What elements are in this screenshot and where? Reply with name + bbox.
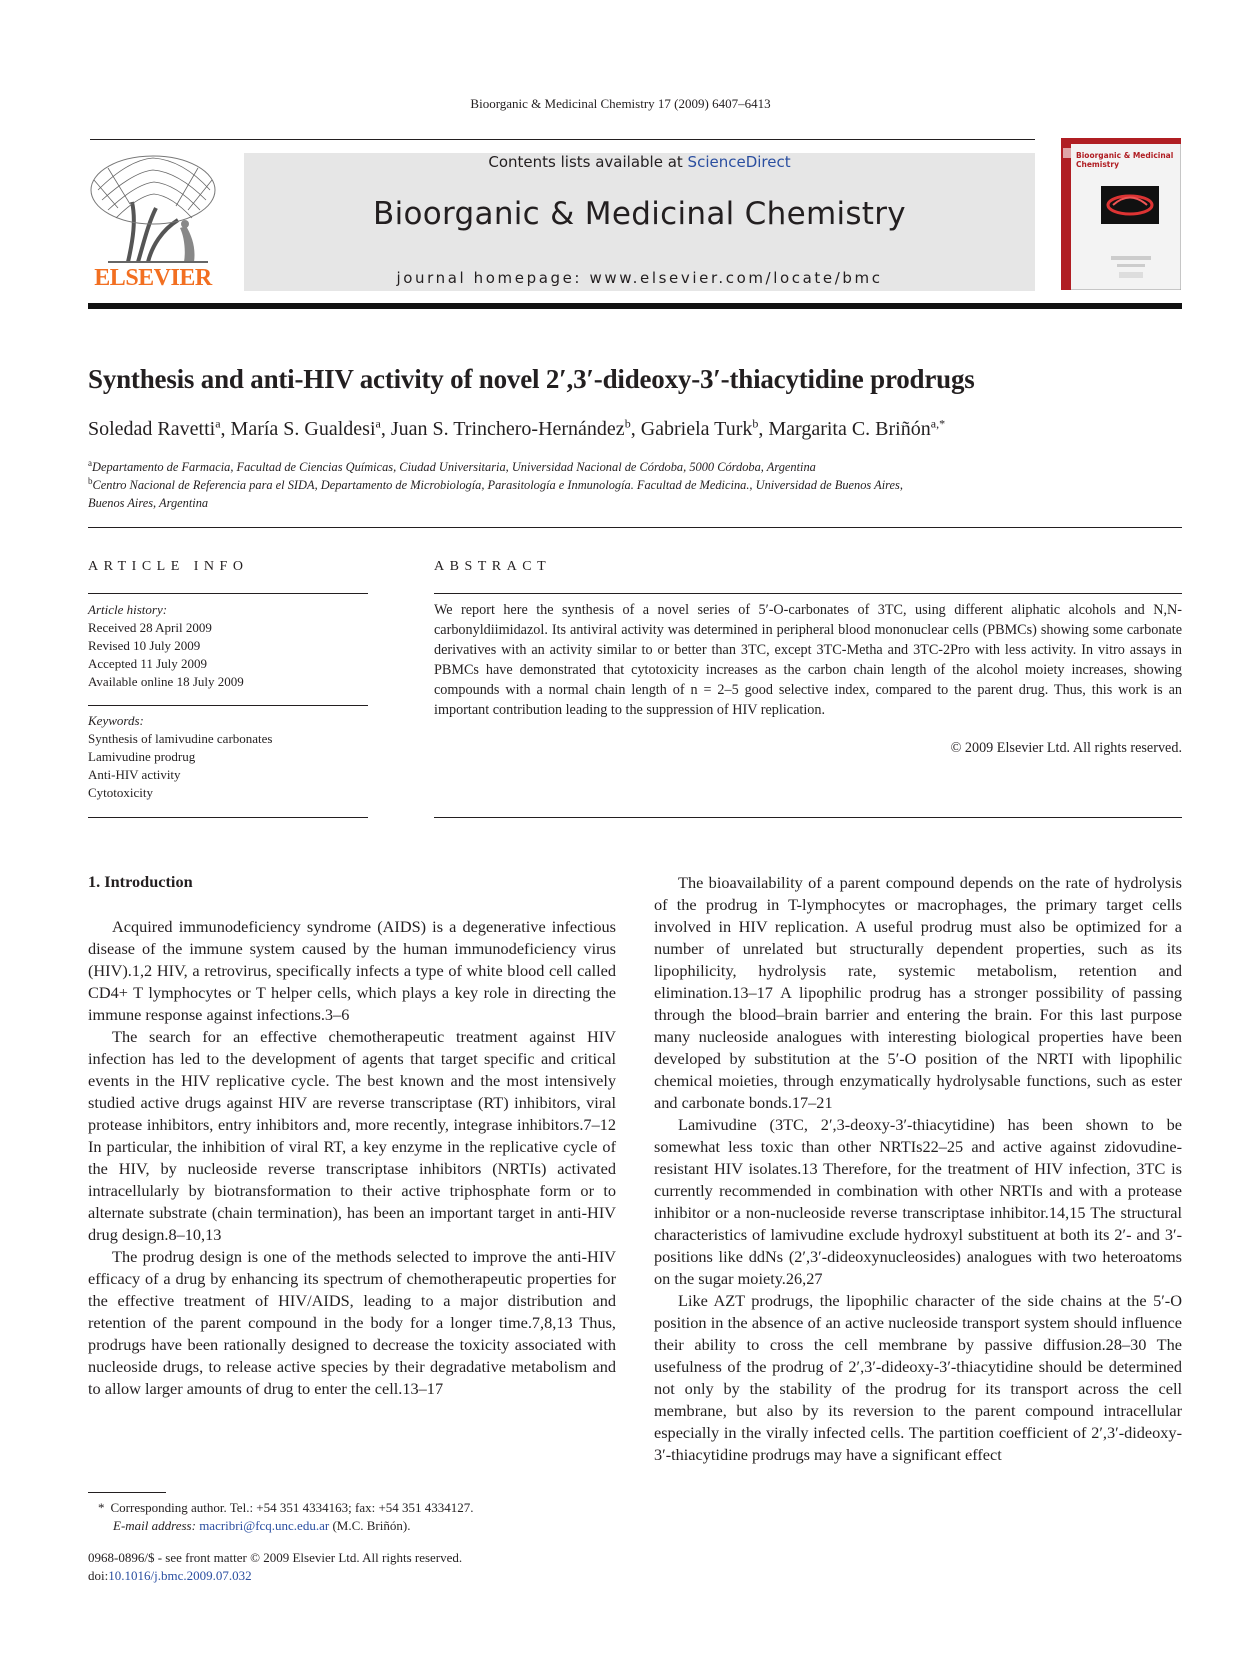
history-received: Received 28 April 2009 [88, 620, 212, 635]
keywords-rule [88, 705, 368, 706]
abstract-heading: ABSTRACT [434, 559, 552, 574]
header-thick-rule [88, 303, 1182, 309]
header-rule [90, 139, 1035, 140]
affiliation-b-text: Centro Nacional de Referencia para el SIDA, Departamento de Microbiología, Parasitología e Inmunología. Facultad de Medicina., Universidad de Buenos Aires, [92, 478, 903, 492]
body-column-left [88, 916, 616, 1400]
affiliation-b-line2: Buenos Aires, Argentina [88, 496, 209, 510]
author-affil-marker: a,* [930, 416, 946, 431]
article-info-rule [88, 593, 368, 594]
journal-title: Bioorganic & Medicinal Chemistry [373, 196, 906, 232]
history-revised: Revised 10 July 2009 [88, 638, 201, 653]
author-affil-marker: b [624, 416, 631, 431]
author-affil-marker: a [215, 416, 221, 431]
affiliation-b: $^b$Centro Nacional de Referencia para el SIDA, Departamento de Microbiología, Parasitología e Inmunología. Facultad de Medicina., Universidad de Buenos Aires, [88, 475, 903, 492]
body-paragraph: The bioavailability of a parent compound depends on the rate of hydrolysis of the prodrug in T-lymphocytes or macrophages, the primary target cells involved in HIV replication. A useful prodrug must also be optimized for a number of unrelated but structurally dependent properties, such as its lipophilicity, hydrolysis rate, systemic metabolism, retention and elimination.13–17 A lipophilic prodrug has a stronger possibility of passing through the blood–brain barrier and entering the brain. For this last purpose many nucleoside analogues with interesting biological properties have been developed by substitution at the 5′-O position of the NRTI with lipophilic chemical moieties, through enzymatically hydrolysable functions, such as ester and carbonate bonds.17–21 [654, 873, 1182, 1112]
cover-title: Bioorganic & Medicinal Chemistry [1076, 151, 1174, 169]
abstract-copyright: © 2009 Elsevier Ltd. All rights reserved. [950, 740, 1182, 756]
corresponding-text: Corresponding author. Tel.: +54 351 4334163; fax: +54 351 4334127. [110, 1500, 474, 1515]
footnote-rule [88, 1492, 166, 1493]
section-heading-introduction: 1. Introduction [88, 872, 193, 891]
keywords-label: Keywords: [88, 713, 144, 728]
contents-prefix: Contents lists available at [488, 153, 688, 171]
corresponding-author-note [88, 1500, 474, 1516]
body-column-right [654, 872, 1182, 1466]
history-online: Available online 18 July 2009 [88, 674, 244, 689]
author-name: Juan S. Trinchero-Hernández [390, 418, 625, 440]
doi-label: doi: [88, 1568, 109, 1583]
affiliation-a: $^a$Departamento de Farmacia, Facultad de Ciencias Químicas, Ciudad Universitaria, Universidad Nacional de Córdoba, 5000 Córdoba, Argentina [88, 457, 816, 474]
email-label: E-mail address: [113, 1518, 200, 1533]
history-accepted: Accepted 11 July 2009 [88, 656, 208, 671]
sciencedirect-link[interactable]: ScienceDirect [687, 153, 791, 171]
info-bottom-rule [88, 817, 368, 818]
body-paragraph: Like AZT prodrugs, the lipophilic character of the side chains at the 5′-O position in the absence of an active nucleoside transport system should influence their ability to cross the cell membrane by passive diffusion.28–30 The usefulness of the prodrug of 2′,3′-dideoxy-3′-thiacytidine should be determined not only by the stability of the prodrug for its transport across the cell membrane, but also by its reversion to the parent compound intracellular especially in the virally infected cells. The partition coefficient of 2′,3′-dideoxy-3′-thiacytidine prodrugs may have a significant effect [654, 1291, 1182, 1464]
doi-line [88, 1568, 252, 1584]
author-name: Gabriela Turk [640, 418, 753, 440]
article-history [88, 601, 244, 691]
keyword: Cytotoxicity [88, 785, 153, 800]
keywords [88, 712, 273, 802]
author-list: Soledad Ravetti$^a$, María S. Gualdesi$^a$, Juan S. Trinchero-Hernández$^b$, Gabriela Turk$^b$, Margarita C. Briñón$^{a,*}$ [88, 416, 946, 440]
body-paragraph: Acquired immunodeficiency syndrome (AIDS) is a degenerative infectious disease of the immune system caused by the human immunodeficiency virus (HIV).1,2 HIV, a retrovirus, specifically infects a type of white blood cell called CD4+ T lymphocytes or T helper cells, which plays a key role in directing the immune response against infections.3–6 [88, 917, 616, 1024]
keyword: Lamivudine prodrug [88, 749, 196, 764]
abstract-bottom-rule [434, 817, 1182, 818]
author-name: María S. Gualdesi [230, 418, 376, 440]
doi-link[interactable]: 10.1016/j.bmc.2009.07.032 [108, 1568, 252, 1583]
author-name: Margarita C. Briñón [768, 418, 931, 440]
article-info-heading: ARTICLE INFO [88, 559, 249, 574]
email-note [113, 1518, 410, 1534]
body-paragraph: Lamivudine (3TC, 2′,3-deoxy-3′-thiacytidine) has been shown to be somewhat less toxic than other NRTIs22–25 and active against zidovudine-resistant HIV isolates.13 Therefore, for the treatment of HIV infection, 3TC is currently recommended in combination with other NRTIs and with a protease inhibitor or a non-nucleoside reverse transcriptase inhibitor.14,15 The structural characteristics of lamivudine exclude hydroxyl substituent at both its 2′- and 3′-positions like ddNs (2′,3′-dideoxynucleosides) analogues with two heteroatoms on the sugar moiety.26,27 [654, 1115, 1182, 1288]
email-link[interactable]: macribri@fcq.unc.edu.ar [199, 1518, 330, 1533]
history-label: Article history: [88, 602, 168, 617]
journal-homepage[interactable]: journal homepage: www.elsevier.com/locate/bmc [396, 269, 883, 287]
author-affil-marker: b [752, 416, 759, 431]
keyword: Synthesis of lamivudine carbonates [88, 731, 273, 746]
affiliation-rule [88, 527, 1182, 528]
contents-line [244, 153, 1035, 171]
body-paragraph: The search for an effective chemotherapeutic treatment against HIV infection has led to the development of agents that target specific and critical events in the HIV replicative cycle. The best known and the most intensively studied active drugs against HIV are reverse transcriptase (RT) inhibitors, viral protease inhibitors, entry inhibitors and, more recently, integrase inhibitors.7–12 In particular, the inhibition of viral RT, a key enzyme in the replicative cycle of the HIV, by nucleoside reverse transcriptase inhibitors (NRTIs) activated intracellularly by biotransformation to their active triphosphate form or to alternate substrate (chain termination), has been an important target in anti-HIV drug design.8–10,13 [88, 1027, 616, 1244]
email-suffix: (M.C. Briñón). [329, 1518, 411, 1533]
issn-line: 0968-0896/$ - see front matter © 2009 Elsevier Ltd. All rights reserved. [88, 1550, 463, 1565]
keyword: Anti-HIV activity [88, 767, 181, 782]
author-name: Soledad Ravetti [88, 418, 216, 440]
article-title: Synthesis and anti-HIV activity of novel 2′,3′-dideoxy-3′-thiacytidine prodrugs [88, 364, 975, 394]
abstract-text: We report here the synthesis of a novel series of 5′-O-carbonates of 3TC, using different aliphatic alcohols and N,N-carbonyldiimidazol. Its antiviral activity was determined in peripheral blood mononuclear cells (PBMCs) showing some carbonate derivatives with an activity similar to or better than 3TC, except 3TC-Metha and 3TC-2Pro with less activity. In vitro assays in PBMCs have demonstrated that cytotoxicity increases as the carbon chain length of the alcohol moiety increases, showing compounds with a normal chain length of n = 2–5 good selective index, compared to the parent drug. Thus, this work is an important contribution leading to the suppression of HIV replication. [434, 602, 1182, 718]
body-paragraph: The prodrug design is one of the methods selected to improve the anti-HIV efficacy of a drug by enhancing its spectrum of chemotherapeutic properties for the effective treatment of HIV/AIDS, leading to a major distribution and retention of the parent compound in the body for a longer time.7,8,13 Thus, prodrugs have been rationally designed to decrease the toxicity associated with nucleoside drugs, to release active species by their degradative metabolism and to allow larger amounts of drug to enter the cell.13–17 [88, 1247, 616, 1398]
affiliation-a-text: Departamento de Farmacia, Facultad de Ciencias Químicas, Ciudad Universitaria, Universidad Nacional de Córdoba, 5000 Córdoba, Argentina [92, 460, 816, 474]
journal-reference: Bioorganic & Medicinal Chemistry 17 (2009) 6407–6413 [470, 96, 771, 111]
author-affil-marker: a [375, 416, 381, 431]
asterisk-marker: * [98, 1500, 105, 1515]
elsevier-wordmark: ELSEVIER [94, 265, 212, 291]
abstract-rule [434, 593, 1182, 594]
